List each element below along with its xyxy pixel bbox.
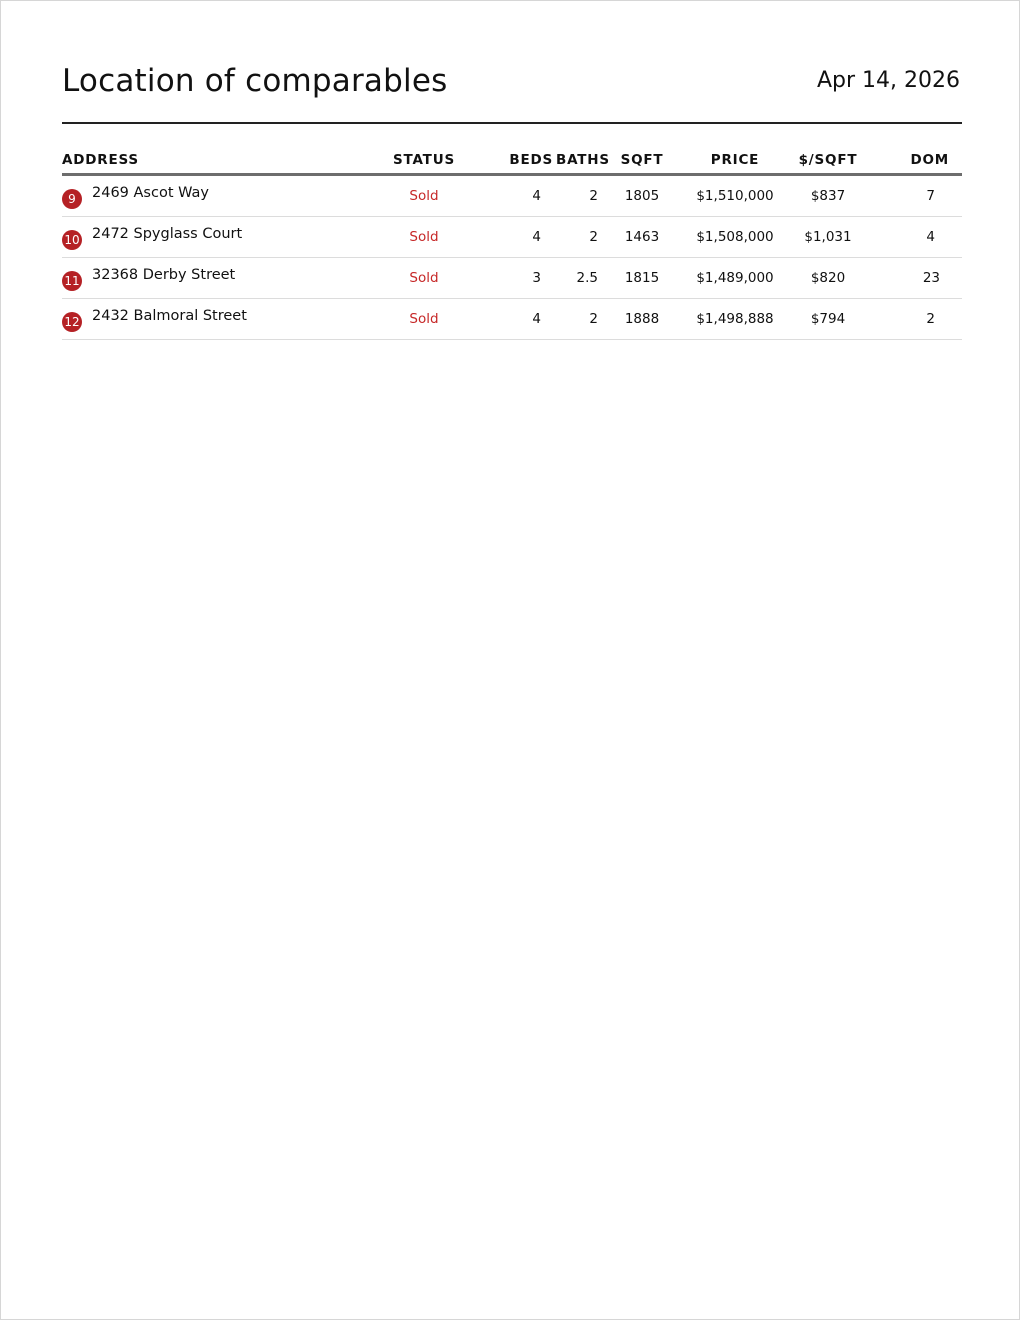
- report-date: Apr 14, 2026: [816, 68, 960, 93]
- table-row[interactable]: [62, 175, 962, 217]
- status-cell: Sold: [382, 299, 466, 340]
- dom-cell: 23: [872, 258, 962, 299]
- beds-cell: 4: [466, 175, 556, 217]
- price-cell: $1,508,000: [686, 217, 784, 258]
- table-body: [62, 175, 962, 340]
- dom-cell: 7: [872, 175, 962, 217]
- baths-cell: 2: [556, 299, 598, 340]
- address-cell: [62, 258, 382, 299]
- map-marker-badge: 11: [62, 271, 82, 291]
- baths-cell: 2: [556, 217, 598, 258]
- sqft-cell: 1815: [598, 258, 686, 299]
- map-marker-badge: 12: [62, 312, 82, 332]
- column-header-baths: BATHS: [556, 147, 598, 175]
- address-cell: [62, 217, 382, 258]
- address-text: 2432 Balmoral Street: [92, 308, 247, 324]
- status-cell: Sold: [382, 258, 466, 299]
- sqft-cell: 1888: [598, 299, 686, 340]
- price-per-sqft-cell: $794: [784, 299, 872, 340]
- price-per-sqft-cell: $837: [784, 175, 872, 217]
- dom-cell: 4: [872, 217, 962, 258]
- baths-cell: 2: [556, 175, 598, 217]
- header-divider: [62, 122, 962, 124]
- price-cell: $1,498,888: [686, 299, 784, 340]
- beds-cell: 3: [466, 258, 556, 299]
- column-header-price: PRICE: [686, 147, 784, 175]
- sqft-cell: 1805: [598, 175, 686, 217]
- price-cell: $1,510,000: [686, 175, 784, 217]
- price-per-sqft-cell: $820: [784, 258, 872, 299]
- table-row[interactable]: [62, 258, 962, 299]
- status-cell: Sold: [382, 217, 466, 258]
- map-marker-badge: 10: [62, 230, 82, 250]
- page-title: Location of comparables: [62, 63, 448, 99]
- baths-cell: 2.5: [556, 258, 598, 299]
- column-header-address: ADDRESS: [62, 147, 382, 175]
- beds-cell: 4: [466, 299, 556, 340]
- column-header-dom: DOM: [872, 147, 962, 175]
- column-header-price-per-sqft: $/SQFT: [784, 147, 872, 175]
- dom-cell: 2: [872, 299, 962, 340]
- address-text: 2469 Ascot Way: [92, 185, 209, 201]
- sqft-cell: 1463: [598, 217, 686, 258]
- column-header-beds: BEDS: [466, 147, 556, 175]
- price-per-sqft-cell: $1,031: [784, 217, 872, 258]
- table-header-row: [62, 147, 962, 175]
- comparables-table: [62, 147, 962, 340]
- column-header-status: STATUS: [382, 147, 466, 175]
- table-row[interactable]: [62, 217, 962, 258]
- beds-cell: 4: [466, 217, 556, 258]
- map-marker-badge: 9: [62, 189, 82, 209]
- address-cell: [62, 175, 382, 217]
- address-text: 32368 Derby Street: [92, 267, 236, 283]
- address-text: 2472 Spyglass Court: [92, 226, 243, 242]
- table-row[interactable]: [62, 299, 962, 340]
- price-cell: $1,489,000: [686, 258, 784, 299]
- address-cell: [62, 299, 382, 340]
- status-cell: Sold: [382, 175, 466, 217]
- column-header-sqft: SQFT: [598, 147, 686, 175]
